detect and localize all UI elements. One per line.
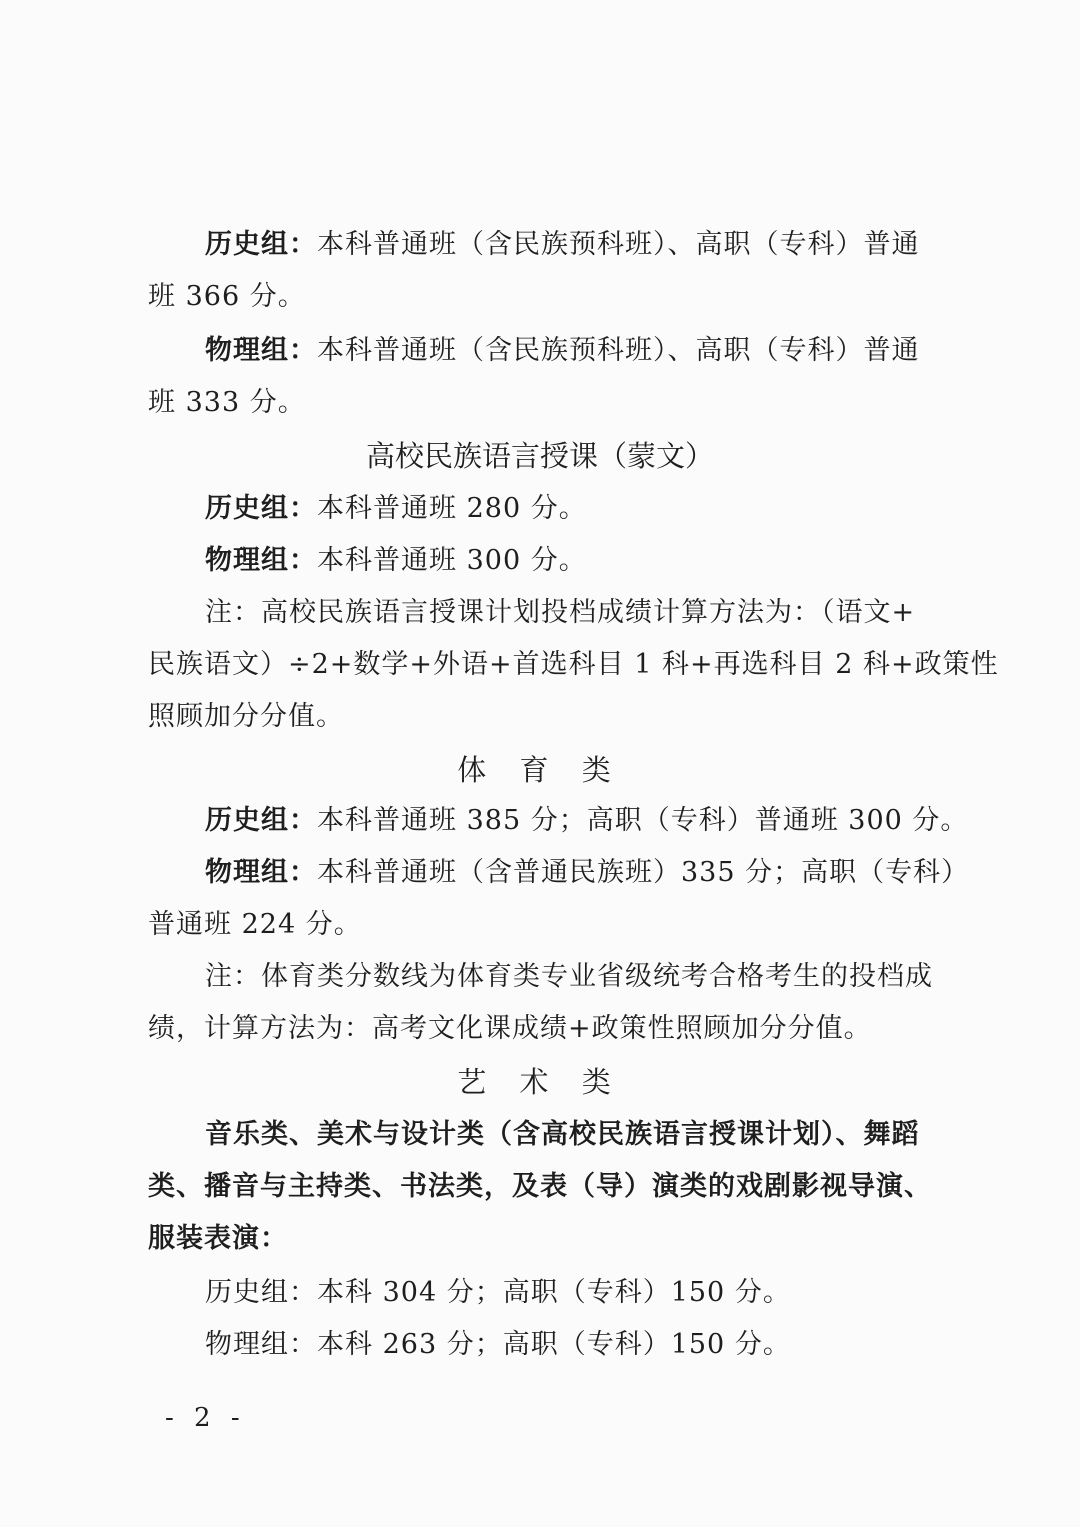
sports-physics-line-1 bbox=[205, 854, 969, 892]
arts-history-line: 历史组：本科 304 分；高职（专科）150 分。 bbox=[205, 1277, 791, 1308]
arts-intro-line-1: 音乐类、美术与设计类（含高校民族语言授课计划）、舞蹈 bbox=[205, 1119, 920, 1150]
history-label: 历史组： bbox=[205, 805, 317, 836]
mongolian-history-line bbox=[205, 490, 587, 528]
physics-text: 本科普通班 300 分。 bbox=[317, 545, 587, 576]
sports-physics-line-2: 普通班 224 分。 bbox=[148, 909, 362, 940]
mongolian-physics-line bbox=[205, 542, 587, 580]
physics-label: 物理组： bbox=[205, 857, 317, 888]
history-text: 本科普通班 280 分。 bbox=[317, 493, 587, 524]
page-number: - 2 - bbox=[165, 1403, 246, 1433]
history-text: 本科普通班 385 分；高职（专科）普通班 300 分。 bbox=[317, 805, 969, 836]
physics-text: 本科普通班（含民族预科班）、高职（专科）普通 bbox=[317, 335, 920, 366]
section-heading-mongolian: 高校民族语言授课（蒙文） bbox=[365, 439, 714, 473]
history-text: 本科普通班（含民族预科班）、高职（专科）普通 bbox=[317, 229, 920, 260]
history-label: 历史组： bbox=[205, 493, 317, 524]
history-label: 历史组： bbox=[205, 229, 317, 260]
history-line-2: 班 366 分。 bbox=[148, 281, 306, 312]
sports-note-line-1: 注：体育类分数线为体育类专业省级统考合格考生的投档成 bbox=[205, 961, 933, 992]
mongolian-note-line-1: 注：高校民族语言授课计划投档成绩计算方法为：（语文+ bbox=[205, 597, 916, 628]
physics-label: 物理组： bbox=[205, 335, 317, 366]
arts-intro-line-2: 类、播音与主持类、书法类，及表（导）演类的戏剧影视导演、 bbox=[148, 1171, 932, 1202]
arts-physics-line: 物理组：本科 263 分；高职（专科）150 分。 bbox=[205, 1329, 791, 1360]
sports-note-line-2: 绩，计算方法为：高考文化课成绩+政策性照顾加分分值。 bbox=[148, 1013, 872, 1044]
mongolian-note-line-3: 照顾加分分值。 bbox=[148, 701, 344, 732]
sports-history-line bbox=[205, 802, 968, 840]
section-heading-arts: 艺 术 类 bbox=[457, 1065, 623, 1099]
arts-intro-line-3: 服装表演： bbox=[148, 1223, 288, 1254]
physics-line-1 bbox=[205, 332, 920, 370]
mongolian-note-line-2: 民族语文）÷2+数学+外语+首选科目 1 科+再选科目 2 科+政策性 bbox=[148, 649, 999, 680]
section-heading-sports: 体 育 类 bbox=[457, 753, 623, 787]
physics-label: 物理组： bbox=[205, 545, 317, 576]
physics-text: 本科普通班（含普通民族班）335 分；高职（专科） bbox=[317, 857, 970, 888]
history-line-1 bbox=[205, 226, 920, 264]
physics-line-2: 班 333 分。 bbox=[148, 387, 306, 418]
